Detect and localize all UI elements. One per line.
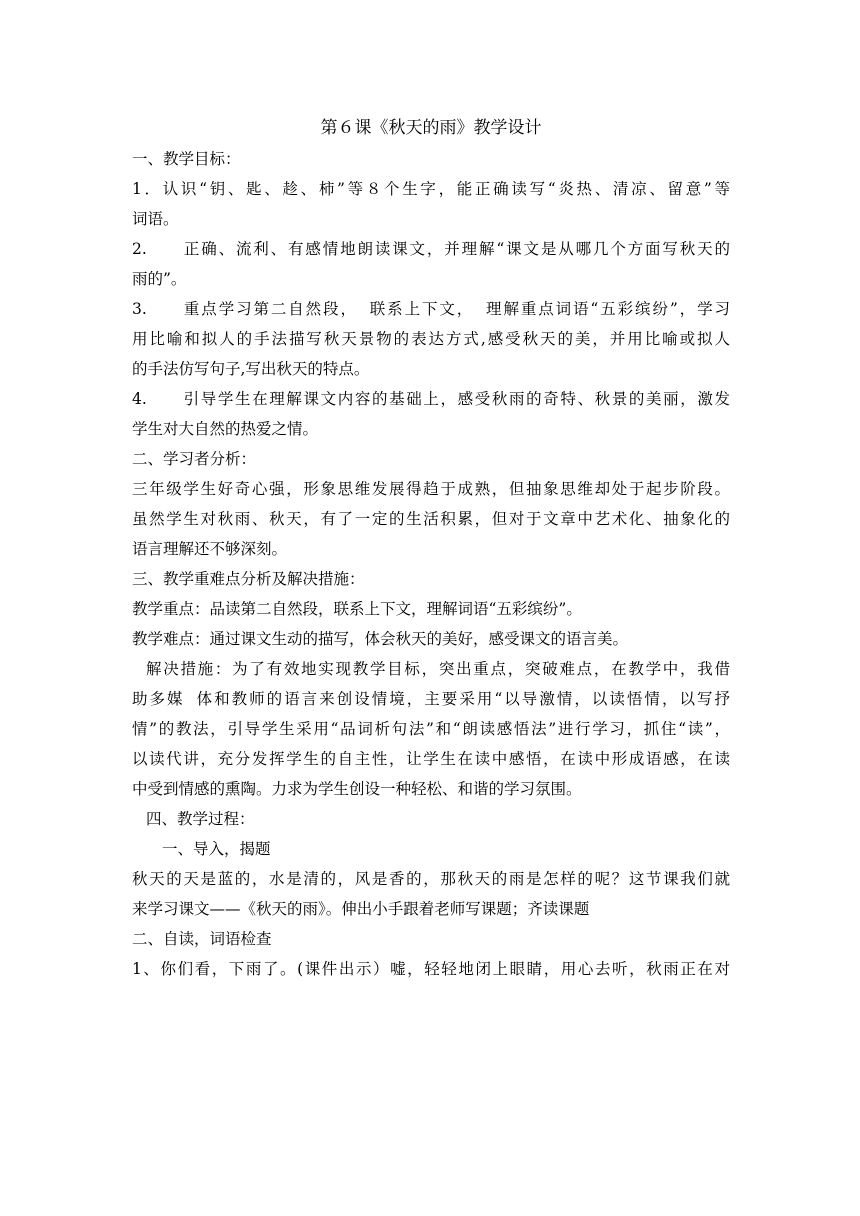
step-1-line-2: 来学习课文——《秋天的雨》。伸出小手跟着老师写课题；齐读课题 [132, 900, 590, 918]
measures [132, 654, 730, 804]
learner-line-3: 语言理解还不够深刻。 [132, 540, 288, 558]
process-heading: 四、教学过程： [146, 810, 255, 828]
measures-line-4: 以读代讲，充分发挥学生的自主性，让学生在读中感悟，在读中形成语感，在读 [132, 750, 730, 768]
measures-line-2 [132, 684, 730, 714]
measures-line-3: 情”的教法，引导学生采用“品词析句法”和“朗读感悟法”进行学习，抓住“读”， [132, 720, 730, 738]
measures-text-a: 助多媒 [132, 690, 185, 708]
objective-4 [132, 384, 730, 444]
learner-heading: 二、学习者分析： [132, 450, 257, 468]
objective-2-number: 2. [132, 240, 147, 258]
measures-line-5: 中受到情感的熏陶。力求为学生创设一种轻松、和谐的学习氛围。 [132, 780, 582, 798]
objective-2-line-2: 雨的”。 [132, 270, 187, 288]
objective-1 [132, 174, 730, 234]
objective-1-line-2: 词语。 [132, 210, 179, 228]
step-2-line-1: 1、你们看，下雨了。(课件出示）嘘，轻轻地闭上眼睛，用心去听，秋雨正在对 [132, 960, 730, 978]
objective-3-text-b: 联系上下文， [367, 300, 475, 318]
step-1 [132, 864, 730, 924]
step-1-heading: 一、导入，揭题 [162, 840, 271, 858]
learner-line-1: 三年级学生好奇心强，形象思维发展得趋于成熟，但抽象思维却处于起步阶段。 [132, 480, 730, 498]
objective-3-text-a: 重点学习第二自然段， [182, 300, 358, 318]
objective-2-line-1 [132, 234, 730, 264]
keypoints-heading: 三、教学重难点分析及解决措施： [132, 570, 365, 588]
document-page [132, 112, 730, 984]
objective-3 [132, 294, 730, 384]
step-2-heading: 二、自读，词语检查 [132, 930, 272, 948]
learner-line-2: 虽然学生对秋雨、秋天，有了一定的生活积累，但对于文章中艺术化、抽象化的 [132, 510, 730, 528]
objective-3-line-1 [132, 294, 730, 324]
objective-4-line-2: 学生对大自然的热爱之情。 [132, 420, 319, 438]
difficult-point: 教学难点：通过课文生动的描写，体会秋天的美好，感受课文的语言美。 [132, 630, 629, 648]
objective-3-number: 3. [132, 300, 147, 318]
key-point: 教学重点：品读第二自然段，联系上下文，理解词语“五彩缤纷”。 [132, 600, 582, 618]
objective-1-line-1: 1．认识“钥、匙、趁、柿”等８个生字，能正确读写“炎热、清凉、留意”等 [132, 180, 730, 198]
objective-3-line-2: 用比喻和拟人的手法描写秋天景物的表达方式,感受秋天的美，并用比喻或拟人 [132, 330, 730, 348]
learner-analysis [132, 474, 730, 564]
objective-2-text: 正确、流利、有感情地朗读课文，并理解“课文是从哪几个方面写秋天的 [182, 240, 730, 258]
measures-line-1: 解决措施：为了有效地实现教学目标，突出重点，突破难点，在教学中，我借 [146, 660, 730, 678]
objective-4-number: 4. [132, 390, 147, 408]
objective-4-line-1 [132, 384, 730, 414]
objective-3-text-c: 理解重点词语“五彩缤纷”，学习 [484, 300, 730, 318]
objective-4-text: 引导学生在理解课文内容的基础上，感受秋雨的奇特、秋景的美丽，激发 [182, 390, 730, 408]
objective-2 [132, 234, 730, 294]
objectives-heading: 一、教学目标： [132, 150, 241, 168]
measures-text-b: 体和教师的语言来创设情境，主要采用“以导激情，以读悟情，以写抒 [194, 690, 730, 708]
step-1-line-1: 秋天的天是蓝的，水是清的，风是香的，那秋天的雨是怎样的呢？这节课我们就 [132, 870, 730, 888]
objective-3-line-3: 的手法仿写句子,写出秋天的特点。 [132, 360, 370, 378]
document-title: 第６课《秋天的雨》教学设计 [320, 118, 542, 138]
